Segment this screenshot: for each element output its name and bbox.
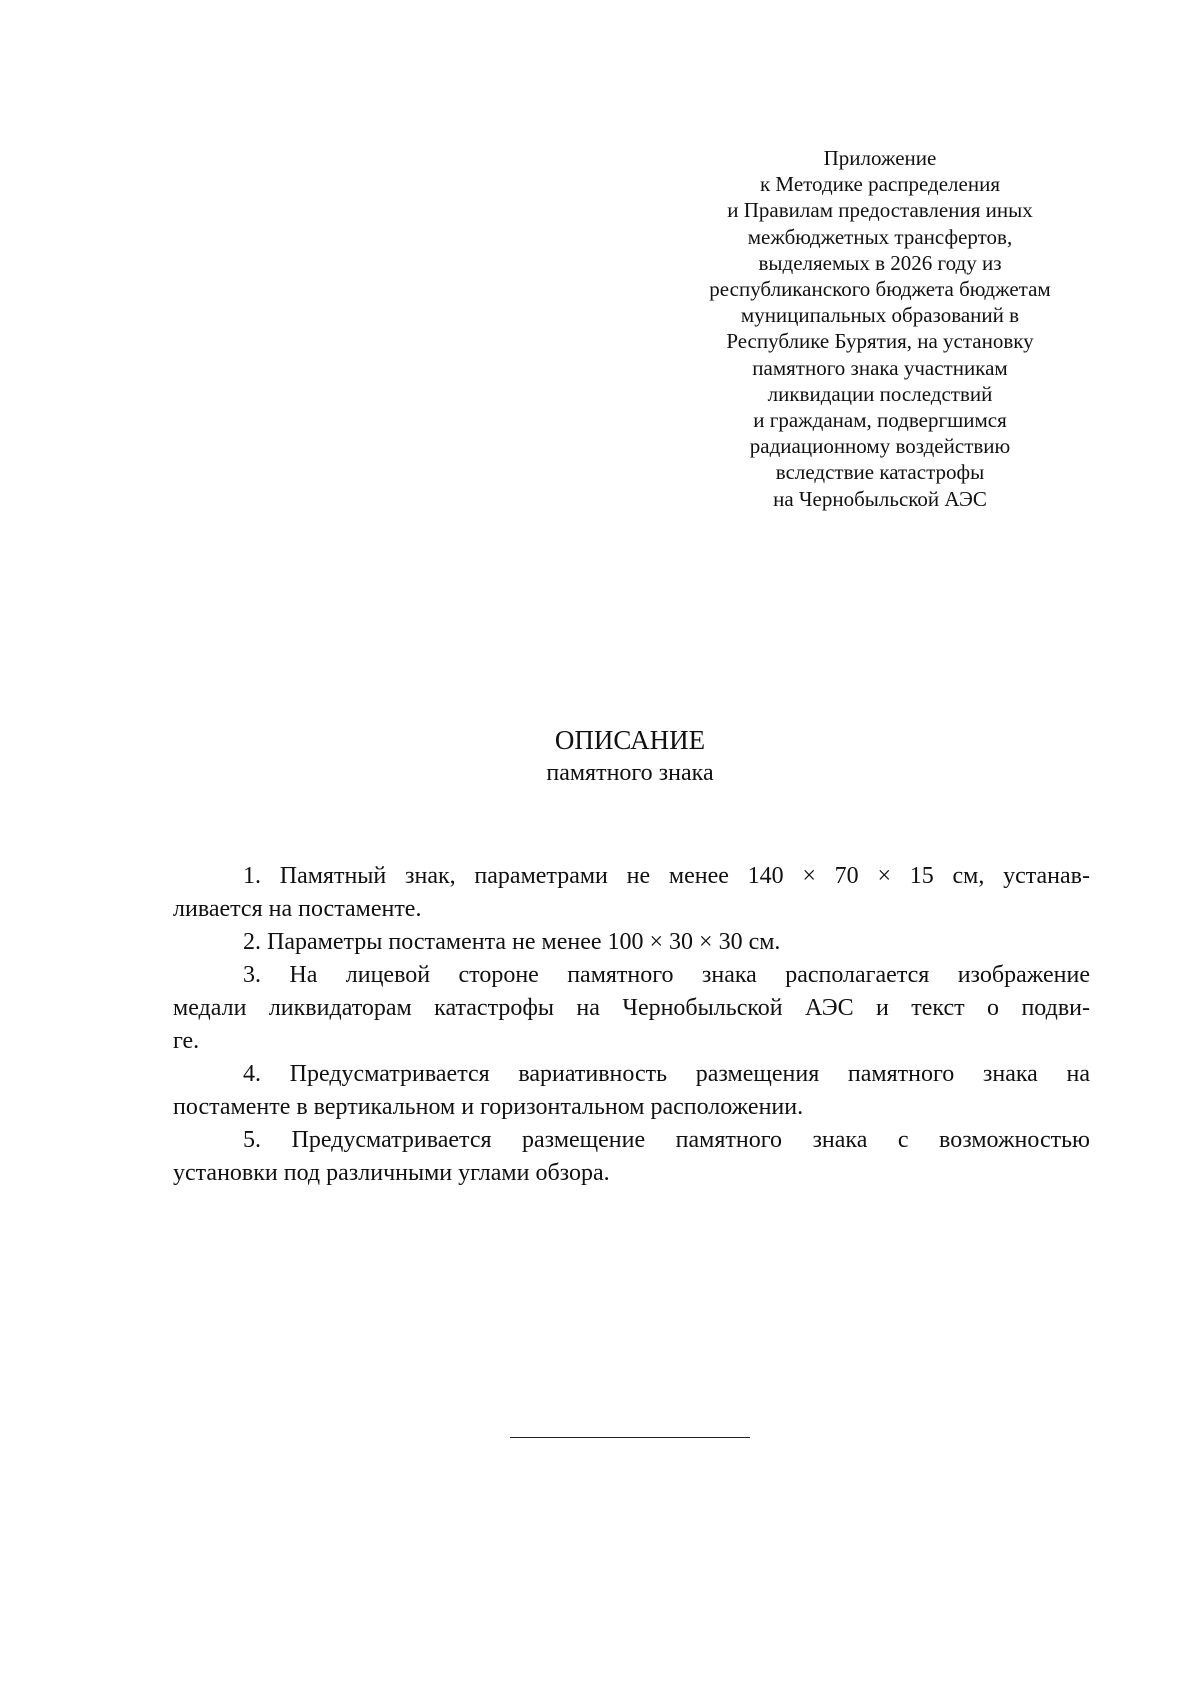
paragraph-5 [173,1124,1090,1190]
appendix-line: Республике Бурятия, на установку [726,329,1034,354]
footer-separator-line [510,1437,750,1438]
appendix-line: памятного знака участникам [752,355,1008,380]
paragraph-3 [173,959,1090,1058]
appendix-line: и гражданам, подвергшимся [753,408,1007,433]
paragraph-line: ливается на постаменте. [173,896,422,922]
appendix-line: ликвидации последствий [767,381,993,406]
document-body [173,860,1090,1190]
paragraph-line: 1. Памятный знак, параметрами не менее 140 × 70 × 15 см, устанав- [243,863,1090,889]
paragraph-2 [173,926,1090,959]
appendix-line: муниципальных образований в [740,303,1020,328]
appendix-line: выделяемых в 2026 году из [758,250,1002,275]
appendix-line: на Чернобыльской АЭС [773,486,987,511]
paragraph-line: медали ликвидаторам катастрофы на Чернобыльской АЭС и текст о подви- [173,995,1090,1021]
appendix-header [660,145,1100,512]
appendix-line: вследствие катастрофы [775,460,985,485]
paragraph-line: 4. Предусматривается вариативность размещения памятного знака на [243,1061,1090,1087]
paragraph-1 [173,860,1090,926]
paragraph-line: ге. [173,1028,200,1054]
paragraph-4 [173,1058,1090,1124]
appendix-line: к Методике распределения [759,172,1000,197]
document-title: ОПИСАНИЕ [554,725,706,755]
appendix-line: республиканского бюджета бюджетам [709,277,1051,302]
appendix-line: и Правилам предоставления иных [727,198,1033,223]
paragraph-line: 3. На лицевой стороне памятного знака располагается изображение [243,962,1090,988]
document-subtitle: памятного знака [546,760,714,786]
paragraph-line: постаменте в вертикальном и горизонтальном расположении. [173,1094,804,1120]
appendix-line: межбюджетных трансфертов, [747,224,1013,249]
paragraph-line: 5. Предусматривается размещение памятного знака с возможностью [243,1127,1090,1153]
paragraph-line: установки под различными углами обзора. [173,1160,610,1186]
appendix-line: Приложение [823,146,937,170]
paragraph-line: 2. Параметры постамента не менее 100 × 30 × 30 см. [243,929,781,955]
appendix-line: радиационному воздействию [749,434,1011,459]
